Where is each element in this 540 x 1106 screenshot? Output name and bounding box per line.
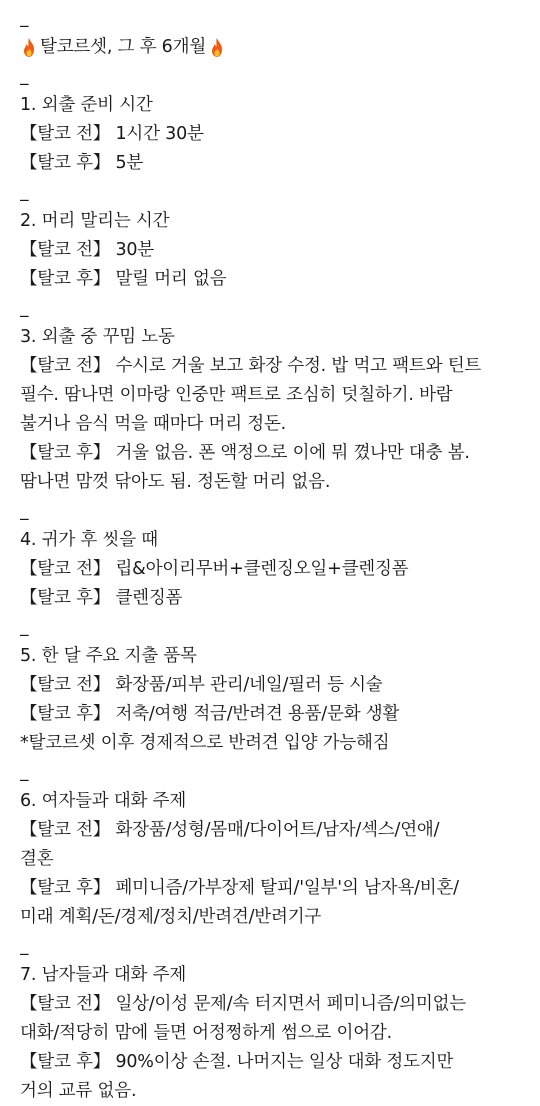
section-heading: 5. 한 달 주요 지출 품목 (20, 646, 197, 666)
section-line: 불거나 음식 먹을 때마다 머리 정돈. (20, 414, 287, 434)
page-title (20, 33, 532, 62)
section-line: 【탈코 후】 페미니즘/가부장제 탈피/'일부'의 남자욕/비혼/ (20, 878, 459, 898)
section-line: 【탈코 전】 일상/이성 문제/속 터지면서 페미니즘/의미없는 (20, 994, 467, 1014)
section-heading: 7. 남자들과 대화 주제 (20, 965, 187, 985)
section-line: 【탈코 전】 화장품/피부 관리/네일/필러 등 시술 (20, 675, 383, 695)
section-heading: 2. 머리 말리는 시간 (20, 211, 170, 231)
section-line: 【탈코 후】 클렌징폼 (20, 588, 183, 608)
section-line: 필수. 땀나면 이마랑 인중만 팩트로 조심히 덧칠하기. 바람 (20, 385, 453, 405)
section-heading: 6. 여자들과 대화 주제 (20, 791, 187, 811)
title-text: 탈코르셋, 그 후 6개월 (40, 37, 207, 57)
section-line: 【탈코 후】 5분 (20, 153, 144, 173)
section-heading: 1. 외출 준비 시간 (20, 95, 153, 115)
separator: _ (20, 762, 29, 782)
section-line: 【탈코 전】 30분 (20, 240, 155, 260)
section-line: 【탈코 전】 수시로 거울 보고 화장 수정. 밥 먹고 팩트와 틴트 (20, 356, 482, 376)
section-line: 결혼 (20, 849, 54, 869)
section-heading: 4. 귀가 후 씻을 때 (20, 530, 158, 550)
separator: _ (20, 501, 29, 521)
section-line: *탈코르셋 이후 경제적으로 반려견 입양 가능해짐 (20, 733, 390, 753)
section-line: 【탈코 후】 말릴 머리 없음 (20, 269, 227, 289)
sections-container (20, 62, 532, 1106)
section-line: 대화/적당히 맘에 들면 어정쩡하게 썸으로 이어감. (20, 1023, 392, 1043)
section-line: 【탈코 전】 화장품/성형/몸매/다이어트/남자/섹스/연애/ (20, 820, 440, 840)
section-line: 【탈코 후】 저축/여행 적금/반려견 용품/문화 생활 (20, 704, 400, 724)
separator: _ (20, 298, 29, 318)
separator: _ (20, 617, 29, 637)
section-heading: 3. 외출 중 꾸밈 노동 (20, 327, 175, 347)
separator: _ (20, 936, 29, 956)
section-line: 거의 교류 없음. (20, 1081, 137, 1101)
section-line: 【탈코 전】 1시간 30분 (20, 124, 204, 144)
section-line: 미래 계획/돈/경제/정치/반려견/반려기구 (20, 907, 322, 927)
section-line: 땀나면 맘껏 닦아도 됨. 정돈할 머리 없음. (20, 472, 331, 492)
section-line: 【탈코 후】 90%이상 손절. 나머지는 일상 대화 정도지만 (20, 1052, 454, 1072)
section-line: 【탈코 후】 거울 없음. 폰 액정으로 이에 뭐 꼈나만 대충 봄. (20, 443, 470, 463)
fire-icon (208, 37, 226, 59)
separator: _ (20, 66, 29, 86)
fire-icon (20, 37, 38, 59)
separator: _ (20, 182, 29, 202)
separator: _ (20, 8, 29, 28)
section-line: 【탈코 전】 립&아이리무버+클렌징오일+클렌징폼 (20, 559, 409, 579)
